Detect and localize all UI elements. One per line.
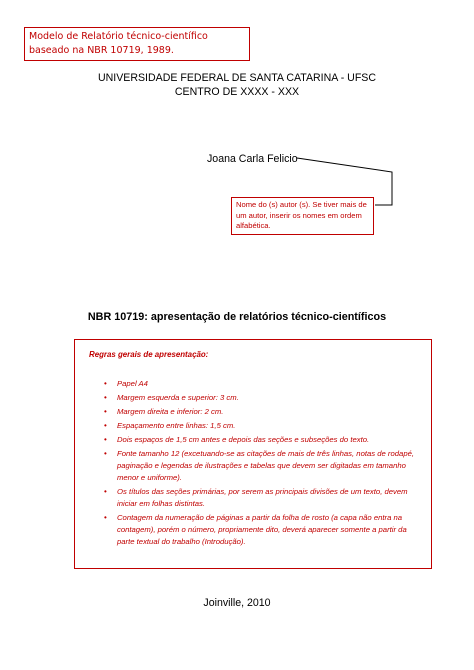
bullet-icon: • bbox=[104, 449, 107, 458]
bullet-icon: • bbox=[104, 513, 107, 522]
rules-box bbox=[74, 339, 432, 569]
bullet-icon: • bbox=[104, 435, 107, 444]
author-note-text: Nome do (s) autor (s). Se tiver mais de um autor, inserir os nomes em ordem alfabética. bbox=[236, 200, 367, 230]
rule-item: • Fonte tamanho 12 (excetuando-se as citações de mais de três linhas, notas de rodapé, paginação e legendas de ilustrações e tabelas que devem ser digitadas em tamanho menor e uniforme). bbox=[104, 449, 415, 482]
university-name: UNIVERSIDADE FEDERAL DE SANTA CATARINA - UFSC bbox=[97, 72, 377, 84]
bullet-icon: • bbox=[104, 421, 107, 430]
center-name: CENTRO DE XXXX - XXX bbox=[174, 86, 300, 98]
rule-item: • Contagem da numeração de páginas a partir da folha de rosto (a capa não entra na contagem), porém o número, propriamente dito, deverá aparecer somente a partir da parte textual do trabalho (Introdução). bbox=[104, 513, 407, 546]
bullet-icon: • bbox=[104, 407, 107, 416]
rules-list bbox=[75, 378, 431, 550]
rule-item: • Dois espaços de 1,5 cm antes e depois das seções e subseções do texto. bbox=[104, 435, 370, 444]
rule-item: • Margem direita e inferior: 2 cm. bbox=[104, 407, 224, 416]
author-note-box bbox=[231, 197, 374, 235]
rule-item: • Papel A4 bbox=[104, 379, 148, 388]
author-name: Joana Carla Felicio bbox=[207, 153, 298, 165]
bullet-icon: • bbox=[104, 487, 107, 496]
rules-heading: Regras gerais de apresentação: bbox=[89, 350, 209, 359]
rule-item: • Espaçamento entre linhas: 1,5 cm. bbox=[104, 421, 236, 430]
bullet-icon: • bbox=[104, 379, 107, 388]
bullet-icon: • bbox=[104, 393, 107, 402]
rule-item: • Margem esquerda e superior: 3 cm. bbox=[104, 393, 239, 402]
model-note-text: Modelo de Relatório técnico-científico baseado na NBR 10719, 1989. bbox=[29, 31, 208, 56]
document-title: NBR 10719: apresentação de relatórios técnico-científicos bbox=[87, 311, 387, 323]
rule-item: • Os títulos das seções primárias, por serem as principais divisões de um texto, devem iniciar em folhas distintas. bbox=[104, 487, 408, 508]
place-date: Joinville, 2010 bbox=[203, 597, 271, 609]
model-note-box bbox=[24, 27, 250, 61]
